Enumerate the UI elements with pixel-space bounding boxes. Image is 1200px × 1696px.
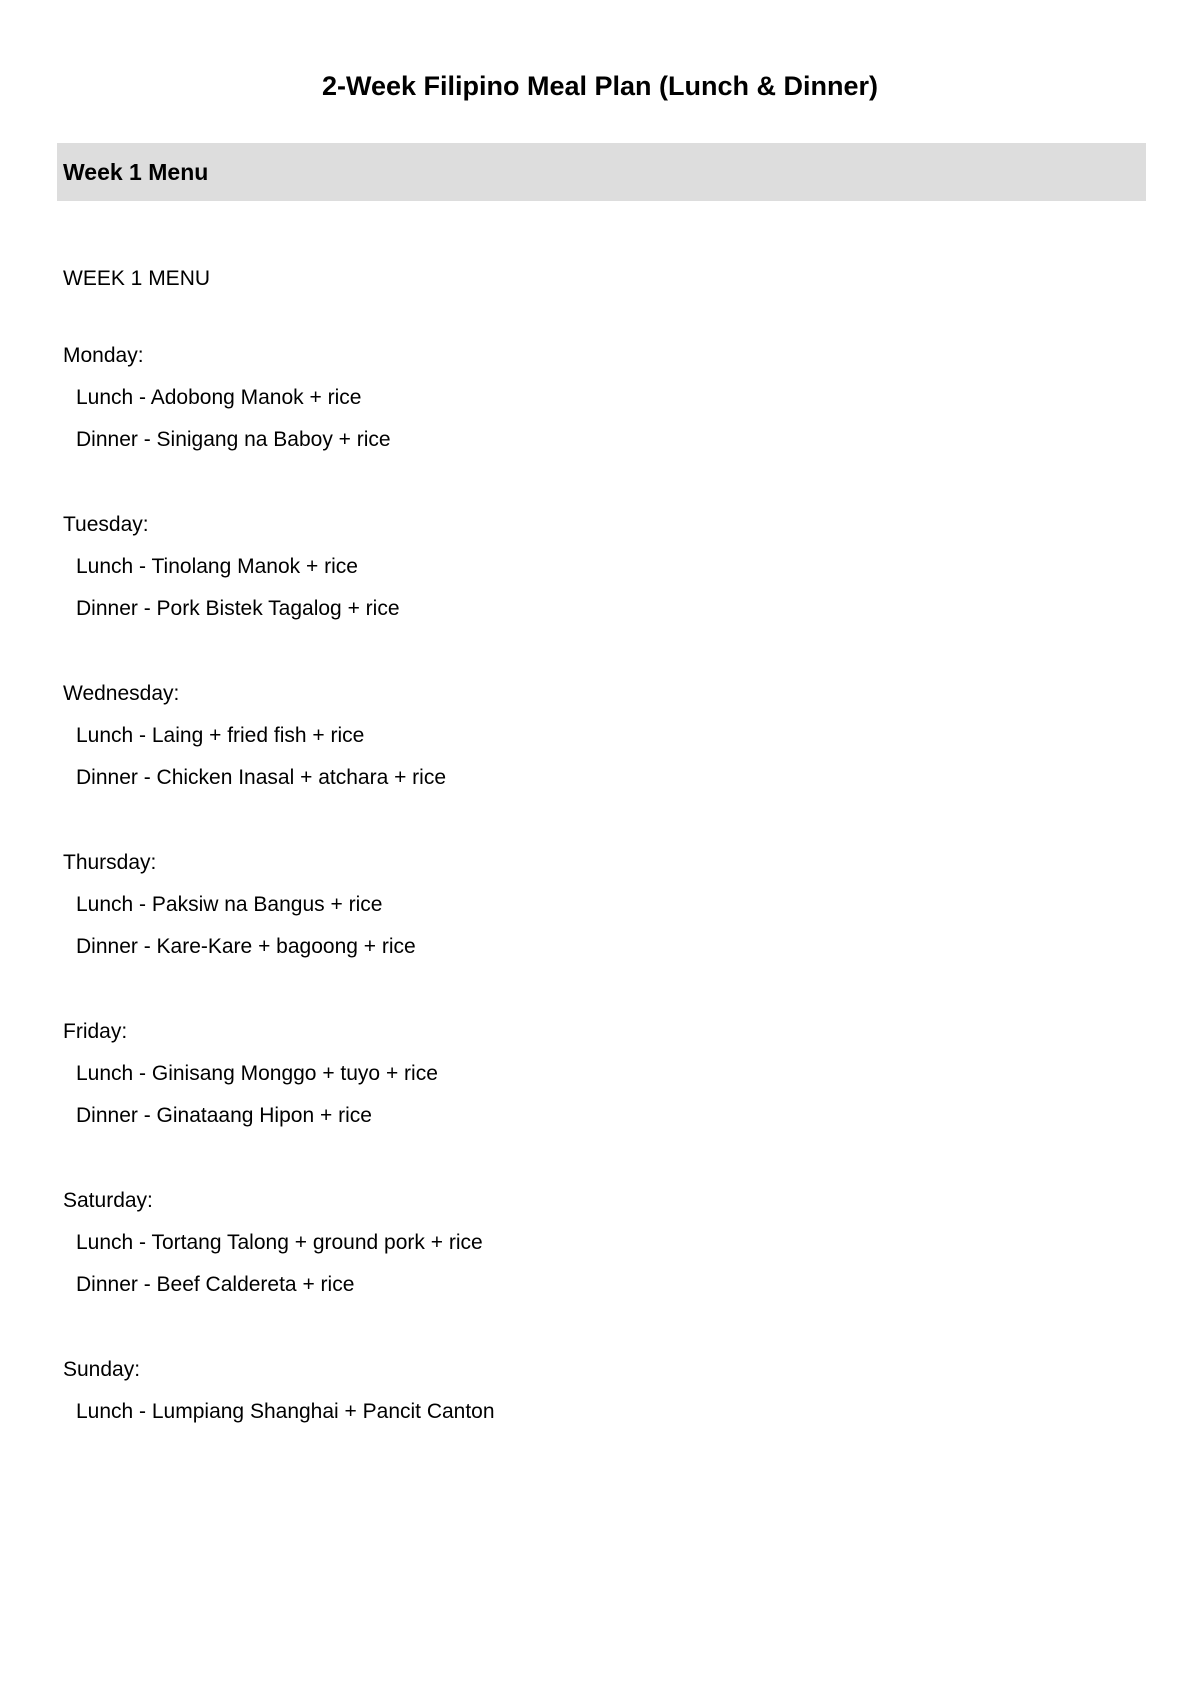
section-header-label: Week 1 Menu bbox=[63, 159, 209, 185]
lunch-line: Lunch - Laing + fried fish + rice bbox=[76, 724, 365, 747]
day-label: Friday: bbox=[63, 1020, 128, 1043]
lunch-line: Lunch - Paksiw na Bangus + rice bbox=[76, 893, 383, 916]
day-label: Monday: bbox=[63, 344, 144, 367]
day-label: Saturday: bbox=[63, 1189, 153, 1212]
section-header-band bbox=[57, 143, 1146, 201]
day-label: Thursday: bbox=[63, 851, 157, 874]
lunch-line: Lunch - Adobong Manok + rice bbox=[76, 386, 362, 409]
dinner-line: Dinner - Ginataang Hipon + rice bbox=[76, 1104, 372, 1127]
lunch-line: Lunch - Lumpiang Shanghai + Pancit Canton bbox=[76, 1400, 495, 1423]
dinner-line: Dinner - Chicken Inasal + atchara + rice bbox=[76, 766, 447, 789]
lunch-line: Lunch - Ginisang Monggo + tuyo + rice bbox=[76, 1062, 438, 1085]
week-heading: WEEK 1 MENU bbox=[63, 267, 211, 290]
lunch-line: Lunch - Tinolang Manok + rice bbox=[76, 555, 358, 578]
day-label: Tuesday: bbox=[63, 513, 149, 536]
dinner-line: Dinner - Beef Caldereta + rice bbox=[76, 1273, 355, 1296]
dinner-line: Dinner - Pork Bistek Tagalog + rice bbox=[76, 597, 400, 620]
dinner-line: Dinner - Sinigang na Baboy + rice bbox=[76, 428, 391, 451]
day-label: Sunday: bbox=[63, 1358, 141, 1381]
document-title: 2-Week Filipino Meal Plan (Lunch & Dinner) bbox=[321, 71, 879, 101]
lunch-line: Lunch - Tortang Talong + ground pork + rice bbox=[76, 1231, 483, 1254]
dinner-line: Dinner - Kare-Kare + bagoong + rice bbox=[76, 935, 416, 958]
day-label: Wednesday: bbox=[63, 682, 180, 705]
